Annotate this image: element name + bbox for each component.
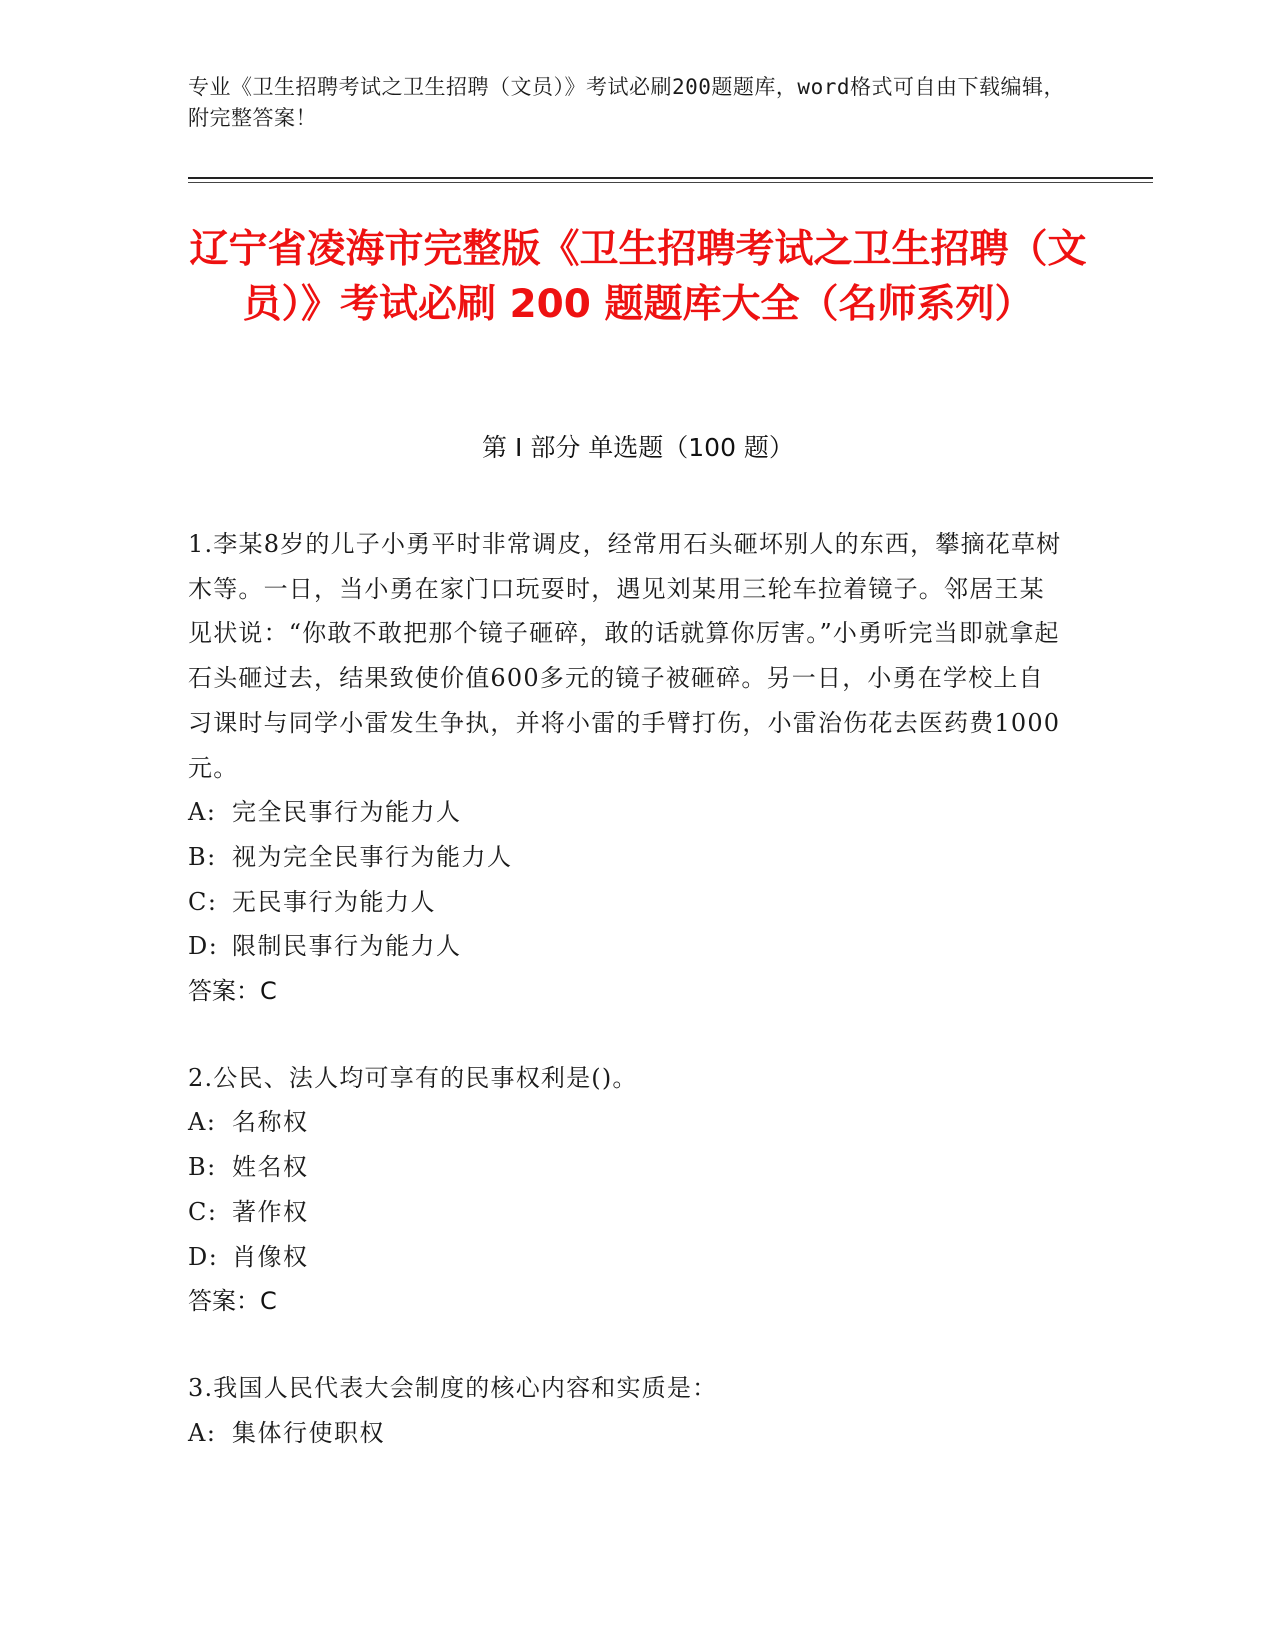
option-text: 限制民事行为能力人 — [232, 932, 462, 961]
option-text: 肖像权 — [232, 1242, 309, 1271]
option-text: 集体行使职权 — [232, 1418, 385, 1447]
option-letter: A: — [188, 1418, 217, 1447]
option-text: 姓名权 — [232, 1153, 309, 1182]
question-3 — [188, 1366, 1068, 1455]
option-letter: A: — [188, 798, 217, 827]
option-text: 著作权 — [232, 1197, 309, 1226]
option-letter: B: — [188, 842, 217, 871]
option-letter: D: — [188, 1242, 219, 1271]
header-divider-thick — [188, 177, 1153, 179]
spacer — [188, 1324, 1068, 1366]
option-a — [188, 790, 1068, 835]
option-b — [188, 835, 1068, 880]
section-heading: 第 I 部分 单选题（100 题） — [482, 433, 794, 462]
option-c — [188, 1190, 1068, 1235]
option-b — [188, 1145, 1068, 1190]
question-2 — [188, 1056, 1068, 1324]
option-d — [188, 1235, 1068, 1280]
option-a — [188, 1411, 1068, 1456]
option-letter: D: — [188, 932, 219, 961]
answer-line: 答案：C — [188, 1287, 277, 1316]
option-letter: C: — [188, 887, 218, 916]
option-text: 视为完全民事行为能力人 — [232, 842, 513, 871]
question-stem: 3.我国人民代表大会制度的核心内容和实质是： — [188, 1373, 718, 1402]
question-1 — [188, 522, 1068, 1014]
option-letter: B: — [188, 1153, 217, 1182]
option-letter: A: — [188, 1108, 217, 1137]
option-a — [188, 1100, 1068, 1145]
spacer — [188, 1014, 1068, 1056]
option-text: 名称权 — [232, 1108, 309, 1137]
question-stem: 2.公民、法人均可享有的民事权利是()。 — [188, 1063, 638, 1092]
option-c — [188, 880, 1068, 925]
document-title: 辽宁省凌海市完整版《卫生招聘考试之卫生招聘（文员）》考试必刷 200 题题库大全（名师系列） — [189, 227, 1087, 327]
answer-line: 答案：C — [188, 977, 277, 1006]
header-divider-thin — [188, 182, 1153, 183]
option-letter: C: — [188, 1197, 218, 1226]
option-text: 无民事行为能力人 — [232, 887, 436, 916]
option-d — [188, 924, 1068, 969]
question-list — [188, 522, 1068, 1455]
option-text: 完全民事行为能力人 — [232, 798, 462, 827]
header-intro: 专业《卫生招聘考试之卫生招聘（文员）》考试必刷200题题库，word格式可自由下载编辑，附完整答案！ — [188, 75, 1065, 130]
question-stem: 1.李某8岁的儿子小勇平时非常调皮，经常用石头砸坏别人的东西，攀摘花草树木等。一日，当小勇在家门口玩耍时，遇见刘某用三轮车拉着镜子。邻居王某见状说：“你敢不敢把那个镜子砸碎，敢的话就算你厉害。”小勇听完当即就拿起石头砸过去，结果致使价值600多元的镜子被砸碎。另一日，小勇在学校上自习课时与同学小雷发生争执，并将小雷的手臂打伤，小雷治伤花去医药费1000元。 — [188, 530, 1062, 782]
